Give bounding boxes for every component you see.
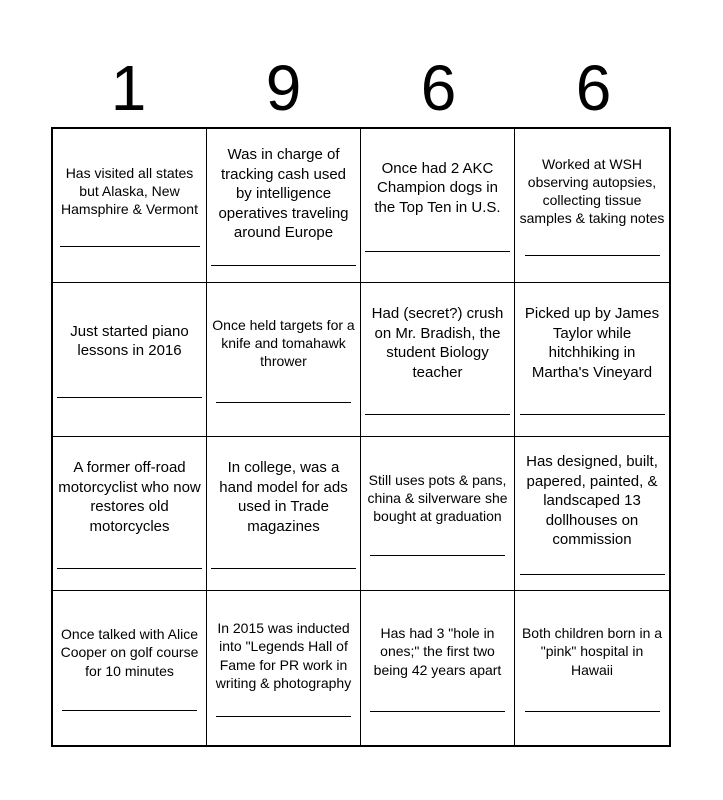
cell-text: Worked at WSH observing autopsies, collecting tissue samples & taking notes xyxy=(519,155,665,227)
signature-line xyxy=(370,555,505,556)
signature-line xyxy=(60,246,200,247)
signature-line xyxy=(365,251,510,252)
cell-text: In college, was a hand model for ads used in Trade magazines xyxy=(219,459,348,535)
signature-line xyxy=(525,711,660,712)
signature-line xyxy=(525,255,660,256)
cell-text: Just started piano lessons in 2016 xyxy=(70,322,189,359)
cell-text: A former off-road motorcyclist who now restores old motorcycles xyxy=(58,459,201,535)
bingo-cell[interactable] xyxy=(207,591,361,745)
bingo-cell[interactable] xyxy=(515,129,669,283)
signature-line xyxy=(370,711,505,712)
cell-text: Had (secret?) crush on Mr. Bradish, the student Biology teacher xyxy=(371,305,504,381)
cell-text: Once held targets for a knife and tomahawk thrower xyxy=(212,316,355,370)
bingo-cell[interactable] xyxy=(361,283,515,437)
bingo-grid xyxy=(51,127,671,747)
signature-line xyxy=(57,397,202,398)
bingo-cell[interactable] xyxy=(207,283,361,437)
bingo-cell[interactable] xyxy=(207,437,361,591)
bingo-cell[interactable] xyxy=(53,591,207,745)
header-letter-1: 1 xyxy=(110,52,147,124)
cell-text: Was in charge of tracking cash used by intelligence operatives traveling around Europe xyxy=(218,146,349,242)
bingo-cell[interactable] xyxy=(53,129,207,283)
header-letter-3: 6 xyxy=(420,52,457,124)
cell-text: Once talked with Alice Cooper on golf course for 10 minutes xyxy=(60,626,199,679)
bingo-header xyxy=(51,52,671,124)
cell-text: In 2015 was inducted into "Legends Hall of Fame for PR work in writing & photography xyxy=(215,620,352,691)
bingo-cell[interactable] xyxy=(361,591,515,745)
cell-text: Has had 3 "hole in ones;" the first two being 42 years apart xyxy=(373,625,502,678)
signature-line xyxy=(520,574,665,575)
bingo-cell[interactable] xyxy=(361,129,515,283)
bingo-cell[interactable] xyxy=(361,437,515,591)
signature-line xyxy=(211,568,356,569)
signature-line xyxy=(211,265,356,266)
cell-text: Once had 2 AKC Champion dogs in the Top Ten in U.S. xyxy=(374,159,501,216)
signature-line xyxy=(57,568,202,569)
bingo-cell[interactable] xyxy=(515,591,669,745)
cell-text: Picked up by James Taylor while hitchhiking in Martha's Vineyard xyxy=(524,305,660,381)
bingo-cell[interactable] xyxy=(515,283,669,437)
header-letter-4: 6 xyxy=(575,52,612,124)
cell-text: Has visited all states but Alaska, New Hamsphire & Vermont xyxy=(61,164,198,218)
bingo-cell[interactable] xyxy=(53,283,207,437)
signature-line xyxy=(62,710,197,711)
signature-line xyxy=(216,716,351,717)
cell-text: Has designed, built, papered, painted, & landscaped 13 dollhouses on commission xyxy=(526,453,658,549)
cell-text: Still uses pots & pans, china & silverware she bought at graduation xyxy=(367,471,508,525)
bingo-cell[interactable] xyxy=(53,437,207,591)
cell-text: Both children born in a "pink" hospital in Hawaii xyxy=(521,625,663,678)
bingo-cell[interactable] xyxy=(207,129,361,283)
bingo-cell[interactable] xyxy=(515,437,669,591)
signature-line xyxy=(216,402,351,403)
header-letter-2: 9 xyxy=(265,52,302,124)
signature-line xyxy=(365,414,510,415)
signature-line xyxy=(520,414,665,415)
